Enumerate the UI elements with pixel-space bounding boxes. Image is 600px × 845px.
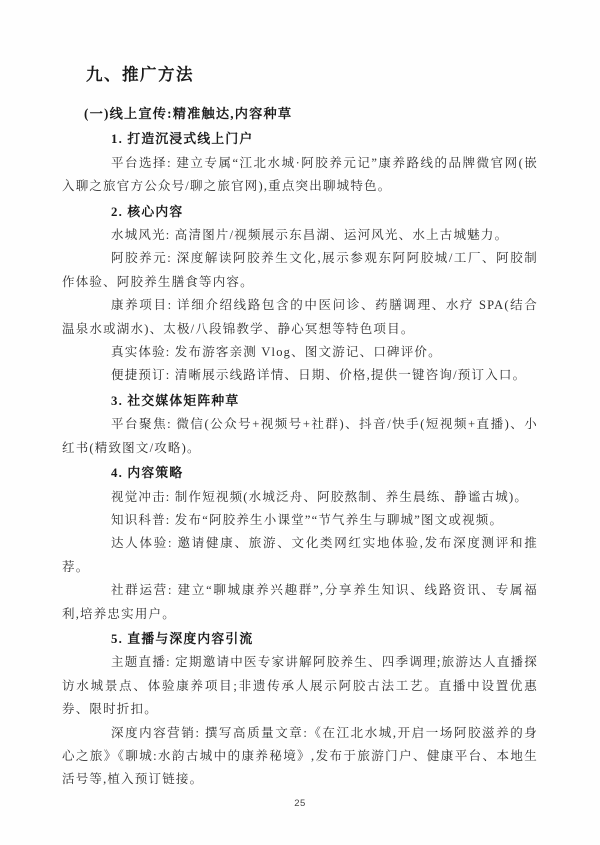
- numbered-subheading: 3. 社交媒体矩阵种草: [111, 393, 240, 408]
- body-paragraph: 达人体验: 邀请健康、旅游、文化类网红实地体验,发布深度测评和推荐。: [62, 536, 538, 574]
- numbered-subheading: 1. 打造沉浸式线上门户: [111, 132, 254, 147]
- body-paragraph: 康养项目: 详细介绍线路包含的中医问诊、药膳调理、水疗 SPA(结合温泉水或湖水)、太极/八段锦教学、静心冥想等特色项目。: [62, 298, 538, 336]
- body-paragraph: 主题直播: 定期邀请中医专家讲解阿胶养生、四季调理;旅游达人直播探访水城景点、体验康养项目;非遗传承人展示阿胶古法工艺。直播中设置优惠券、限时折扣。: [62, 655, 538, 717]
- body-paragraph: 便捷预订: 清晰展示线路详情、日期、价格,提供一键咨询/预订入口。: [111, 368, 527, 383]
- body-paragraph: 水城风光: 高清图片/视频展示东昌湖、运河风光、水上古城魅力。: [111, 228, 509, 243]
- body-paragraph: 深度内容营销: 撰写高质量文章:《在江北水城,开启一场阿胶滋养的身心之旅》《聊城:水韵古城中的康养秘境》,发布于旅游门户、健康平台、本地生活号等,植入预订链接。: [62, 725, 538, 787]
- body-paragraph: 阿胶养元: 深度解读阿胶养生文化,展示参观东阿阿胶城/工厂、阿胶制作体验、阿胶养生膳食等内容。: [62, 251, 538, 289]
- numbered-subheading: 5. 直播与深度内容引流: [111, 631, 254, 646]
- page-number: 25: [294, 797, 306, 809]
- body-paragraph: 社群运营: 建立“聊城康养兴趣群”,分享养生知识、线路资讯、专属福利,培养忠实用户。: [62, 583, 538, 621]
- section-heading: (一)线上宣传:精准触达,内容种草: [84, 106, 293, 121]
- body-paragraph: 平台聚焦: 微信(公众号+视频号+社群)、抖音/快手(短视频+直播)、小红书(精致图文/攻略)。: [62, 417, 538, 455]
- body-paragraph: 平台选择: 建立专属“江北水城·阿胶养元记”康养路线的品牌微官网(嵌入聊之旅官方公众号/聊之旅官网),重点突出聊城特色。: [62, 155, 538, 194]
- body-paragraph: 真实体验: 发布游客亲测 Vlog、图文游记、口碑评价。: [111, 345, 442, 360]
- body-paragraph: 视觉冲击: 制作短视频(水城泛舟、阿胶熬制、养生晨练、静谧古城)。: [111, 489, 529, 504]
- numbered-subheading: 2. 核心内容: [111, 204, 184, 219]
- document-body: [62, 102, 538, 792]
- chapter-heading: 九、推广方法: [86, 65, 194, 84]
- numbered-subheading: 4. 内容策略: [111, 466, 184, 481]
- body-paragraph: 知识科普: 发布“阿胶养生小课堂”“节气养生与聊城”图文或视频。: [111, 512, 504, 527]
